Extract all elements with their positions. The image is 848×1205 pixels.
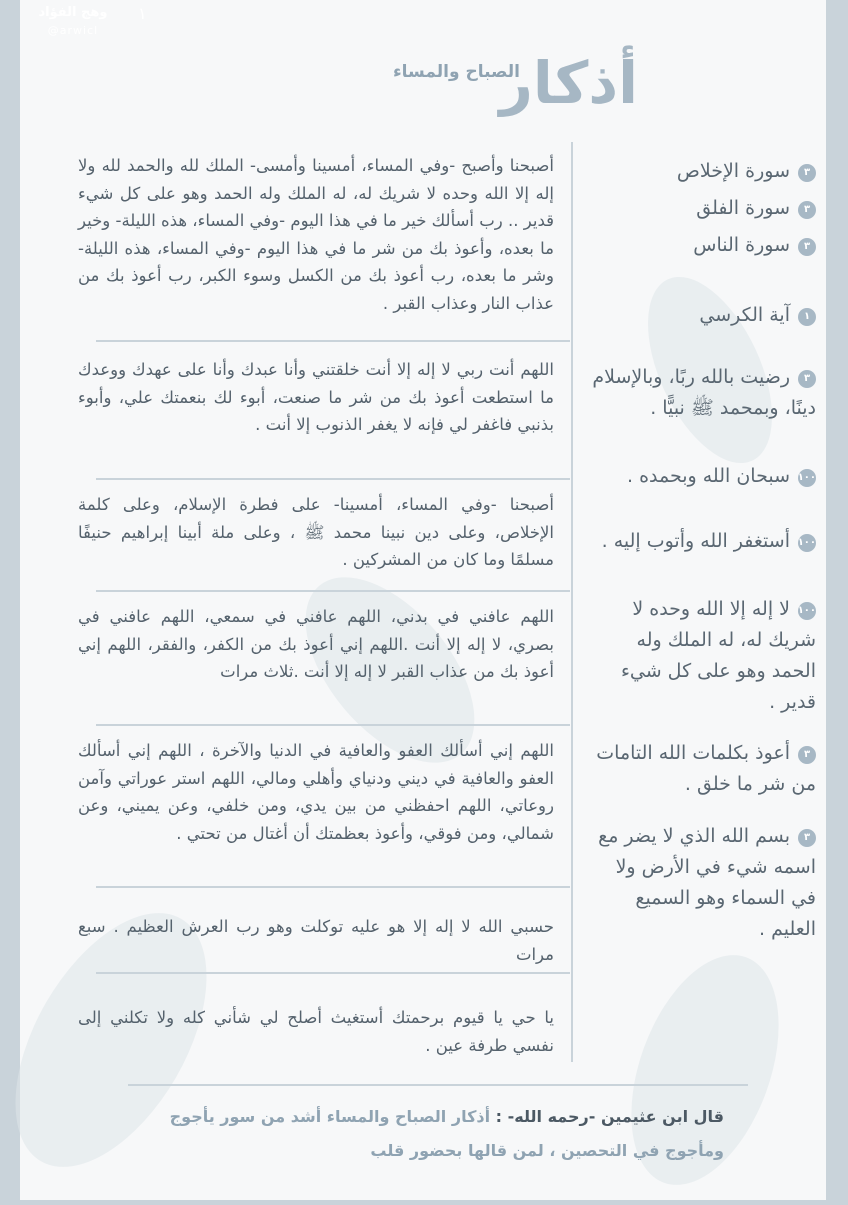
column-divider <box>571 142 573 1062</box>
brand <box>28 4 118 39</box>
count-badge: ٣ <box>798 164 816 182</box>
dhikr-paragraph: يا حي يا قيوم برحمتك أستغيث أصلح لي شأني كله ولا تكلني إلى نفسي طرفة عين . <box>78 1008 554 1055</box>
block-divider <box>96 972 570 974</box>
dhikr-paragraph: اللهم أنت ربي لا إله إلا أنت خلقتني وأنا عبدك وأنا على عهدك ووعدك ما استطعت أعوذ بك من شر ما صنعت، أبوء لك بنعمتك علي، وأبوء بذنبي فاغفر لي فإنه لا يغفر الذنوب إلا أنت . <box>78 360 554 434</box>
count-badge: ١ <box>798 308 816 326</box>
dhikr-text: سورة الناس <box>693 234 790 256</box>
dhikr-text: رضيت بالله ربًا، وبالإسلام دينًا، وبمحمد ﷺ نبيًّا . <box>592 366 816 419</box>
dhikr-text: سورة الإخلاص <box>676 160 790 182</box>
dhikr-item <box>588 156 816 187</box>
count-badge: ٣ <box>798 829 816 847</box>
dhikr-text: أستغفر الله وأتوب إليه . <box>601 530 790 552</box>
dhikr-text: بسم الله الذي لا يضر مع اسمه شيء في الأرض ولا في السماء وهو السميع العليم . <box>598 825 816 940</box>
block-divider <box>96 340 570 342</box>
page-number: ١ <box>138 4 147 23</box>
count-badge: ٣ <box>798 201 816 219</box>
title-main: أذكار <box>499 49 638 117</box>
dhikr-text: أعوذ بكلمات الله التامات من شر ما خلق . <box>596 742 816 795</box>
footer-text: أذكار الصباح والمساء أشد من سور يأجوج ومأجوج في التحصين ، لمن قالها بحضور قلب <box>169 1107 724 1160</box>
dhikr-text: لا إله إلا الله وحده لا شريك له، له الملك وله الحمد وهو على كل شيء قدير . <box>620 598 816 713</box>
footer-quote <box>120 1100 724 1168</box>
dhikr-item <box>588 821 816 945</box>
count-badge: ٣ <box>798 370 816 388</box>
title-sub: الصباح والمساء <box>392 62 520 82</box>
dhikr-paragraph: حسبي الله لا إله إلا هو عليه توكلت وهو رب العرش العظيم . سبع مرات <box>78 917 554 964</box>
block-divider <box>96 886 570 888</box>
dhikr-text: سورة الفلق <box>696 197 790 219</box>
footer-prefix: قال ابن عثيمين -رحمه الله- : <box>495 1107 724 1126</box>
block-divider <box>96 590 570 592</box>
brand-name: وهج الفؤاد <box>38 5 108 20</box>
dhikr-paragraph: اللهم عافني في بدني، اللهم عافني في سمعي، اللهم عافني في بصري، لا إله إلا أنت .اللهم إني أعوذ بك من الكفر، والفقر، اللهم إني أعوذ بك من عذاب القبر لا إله إلا أنت .ثلاث مرات <box>78 607 554 681</box>
dhikr-paragraph: أصبحنا وأصبح -وفي المساء، أمسينا وأمسى- الملك لله والحمد لله ولا إله إلا الله وحده لا شريك له، له الملك وله الحمد وهو على كل شيء قدير .. رب أسألك خير ما في هذا اليوم -وفي المساء، هذه الليلة- وخير ما بعده، وأعوذ بك من شر ما في هذا اليوم -وفي المساء، هذه الليلة- وشر ما بعده، رب أعوذ بك من الكسل وسوء الكبر، رب أعوذ بك من عذاب النار وعذاب القبر . <box>78 156 554 313</box>
brand-handle: @arwicl <box>47 23 99 37</box>
dhikr-item <box>588 526 816 557</box>
dhikr-paragraph: اللهم إني أسألك العفو والعافية في الدنيا والآخرة ، اللهم إني أسألك العفو والعافية في ديني ودنياي وأهلي ومالي، اللهم استر عوراتي وآمن روعاتي، اللهم احفظني من بين يدي، ومن خلفي، وعن يميني، وعن شمالي، ومن فوقي، وأعوذ بعظمتك أن أغتال من تحتي . <box>78 741 554 843</box>
count-badge: ٣ <box>798 238 816 256</box>
dhikr-text: سبحان الله وبحمده . <box>626 465 790 487</box>
dhikr-item <box>588 461 816 492</box>
dhikr-paragraph: أصبحنا -وفي المساء، أمسينا- على فطرة الإسلام، وعلى كلمة الإخلاص، وعلى دين نبينا محمد ﷺ ، وعلى ملة أبينا إبراهيم حنيفًا مسلمًا وما كان من المشركين . <box>78 495 554 569</box>
block-divider <box>96 478 570 480</box>
dhikr-item <box>588 230 816 261</box>
dhikr-item <box>588 300 816 331</box>
block-divider <box>96 724 570 726</box>
dhikr-item <box>588 193 816 224</box>
count-badge: ١٠٠ <box>798 534 816 552</box>
page-title <box>392 49 638 117</box>
count-badge: ٣ <box>798 746 816 764</box>
count-badge: ١٠٠ <box>798 469 816 487</box>
footer-divider <box>128 1084 748 1086</box>
dhikr-item <box>588 594 816 718</box>
dhikr-item <box>588 738 816 800</box>
dhikr-item <box>588 362 816 424</box>
count-badge: ١٠٠ <box>798 602 816 620</box>
dhikr-text: آية الكرسي <box>699 304 790 326</box>
